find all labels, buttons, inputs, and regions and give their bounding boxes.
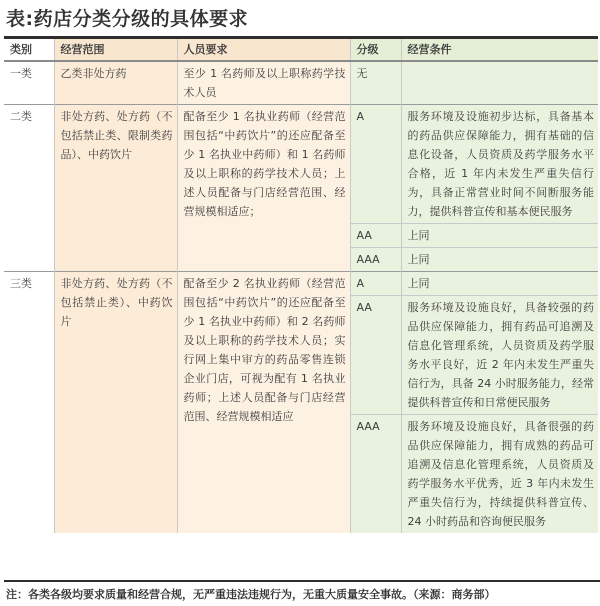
header-row (4, 39, 598, 61)
grade-cell: A (350, 272, 401, 296)
header-grade: 分级 (350, 39, 401, 61)
conditions-cell: 上同 (401, 224, 598, 248)
category-cell: 三类 (4, 272, 54, 534)
staff-cell: 配备至少 2 名执业药师（经营范围包括“中药饮片”的还应配备至少 1 名执业中药师）和 2 名药师及以上职称的药学技术人员；实行网上集中审方的药品零售连锁企业门店，可视为配有 1 名执业药师；上述人员配备与门店经营范围、经营规模相适应 (177, 272, 350, 534)
table-row (4, 61, 598, 105)
grade-cell: AA (350, 296, 401, 415)
header-scope: 经营范围 (54, 39, 177, 61)
conditions-cell: 上同 (401, 272, 598, 296)
footnote: 注：各类各级均要求质量和经营合规，无严重违法违规行为，无重大质量安全事故。（来源：商务部） (4, 580, 600, 602)
grade-cell: AAA (350, 415, 401, 534)
table-row (4, 105, 598, 224)
staff-cell: 至少 1 名药师及以上职称药学技术人员 (177, 61, 350, 105)
header-conditions: 经营条件 (401, 39, 598, 61)
grade-cell: 无 (350, 61, 401, 105)
category-cell: 二类 (4, 105, 54, 272)
scope-cell: 非处方药、处方药（不包括禁止类、限制类药品）、中药饮片 (54, 105, 177, 272)
header-category: 类别 (4, 39, 54, 61)
grade-cell: AA (350, 224, 401, 248)
requirements-table (4, 39, 598, 533)
category-cell: 一类 (4, 61, 54, 105)
grade-cell: A (350, 105, 401, 224)
staff-cell: 配备至少 1 名执业药师（经营范围包括“中药饮片”的还应配备至少 1 名执业中药师）和 1 名药师及以上职称的药学技术人员；上述人员配备与门店经营范围、经营规模相适应； (177, 105, 350, 272)
grade-cell: AAA (350, 248, 401, 272)
conditions-cell: 服务环境及设施良好，具备较强的药品供应保障能力，拥有药品可追溯及信息化管理系统，人员资质及药学服务水平良好，近 2 年内未发生严重失信行为，具备 24 小时服务能力，经常提供科普宣传和日常便民服务 (401, 296, 598, 415)
conditions-cell: 上同 (401, 248, 598, 272)
conditions-cell (401, 61, 598, 105)
conditions-cell: 服务环境及设施良好，具备很强的药品供应保障能力，拥有成熟的药品可追溯及信息化管理系统，人员资质及药学服务水平优秀，近 3 年内未发生严重失信行为，持续提供科普宣传、24 小时药品和咨询便民服务 (401, 415, 598, 534)
conditions-cell: 服务环境及设施初步达标，具备基本的药品供应保障能力，拥有基础的信息化设备，人员资质及药学服务水平合格，近 1 年内未发生严重失信行为，具备正常营业时间不间断服务能力，提供科普宣传和基本便民服务 (401, 105, 598, 224)
header-staff: 人员要求 (177, 39, 350, 61)
table-row (4, 272, 598, 296)
scope-cell: 乙类非处方药 (54, 61, 177, 105)
table-title: 表:药店分类分级的具体要求 (6, 8, 249, 30)
scope-cell: 非处方药、处方药（不包括禁止类）、中药饮片 (54, 272, 177, 534)
